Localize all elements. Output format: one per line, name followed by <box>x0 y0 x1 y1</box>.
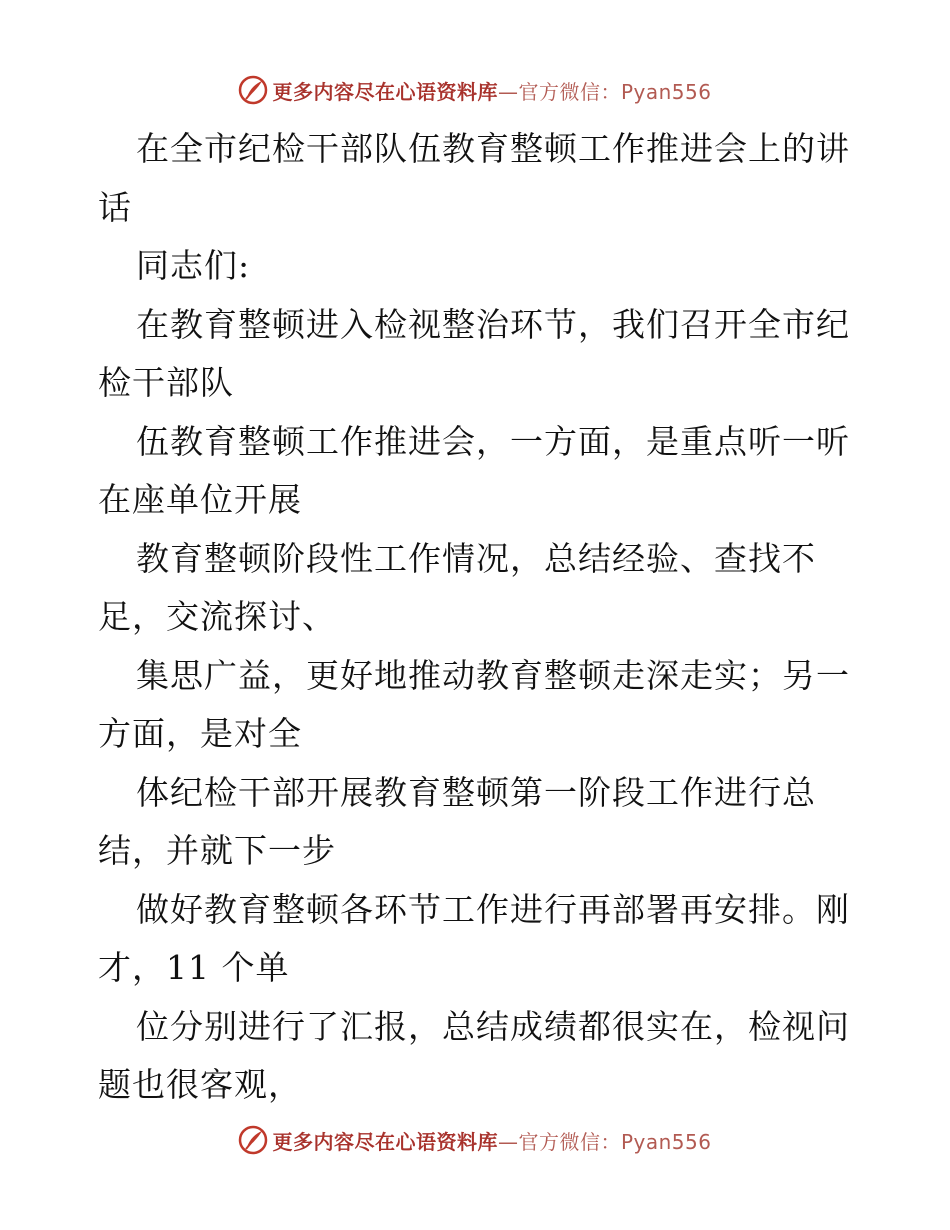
doc-line: 在座单位开展 <box>98 480 302 519</box>
watermark-brand: 更多内容尽在心语资料库 <box>272 1129 498 1154</box>
doc-line: 做好教育整顿各环节工作进行再部署再安排。刚 <box>136 889 850 929</box>
doc-line: 集思广益，更好地推动教育整顿走深走实；另一 <box>136 655 850 695</box>
footer-watermark <box>0 1120 950 1160</box>
quill-logo-icon <box>238 1125 268 1155</box>
watermark-wechat: —官方微信：Pyan556 <box>497 1129 712 1154</box>
doc-line: 在教育整顿进入检视整治环节，我们召开全市纪 <box>136 304 850 344</box>
watermark-wechat: —官方微信：Pyan556 <box>497 79 712 104</box>
watermark-text <box>272 76 711 105</box>
doc-line: 检干部队 <box>98 363 234 402</box>
watermark-text <box>272 1126 711 1155</box>
doc-line: 才，11 个单 <box>98 948 290 987</box>
doc-title-line-1: 在全市纪检干部队伍教育整顿工作推进会上的讲 <box>136 129 850 168</box>
doc-greeting: 同志们: <box>136 246 251 285</box>
doc-line: 足，交流探讨、 <box>98 597 336 636</box>
doc-line: 伍教育整顿工作推进会，一方面，是重点听一听 <box>136 421 850 461</box>
doc-line: 题也很客观， <box>98 1065 302 1104</box>
doc-line: 结，并就下一步 <box>98 831 336 870</box>
watermark-brand: 更多内容尽在心语资料库 <box>272 79 498 104</box>
doc-line: 教育整顿阶段性工作情况，总结经验、查找不 <box>136 538 816 578</box>
header-watermark <box>0 70 950 110</box>
doc-line: 体纪检干部开展教育整顿第一阶段工作进行总 <box>136 772 816 812</box>
quill-logo-icon <box>238 75 268 105</box>
doc-line: 方面，是对全 <box>98 714 302 753</box>
doc-title-line-2: 话 <box>98 187 132 227</box>
document-body <box>98 120 858 1115</box>
doc-line: 位分别进行了汇报，总结成绩都很实在，检视问 <box>136 1006 850 1046</box>
